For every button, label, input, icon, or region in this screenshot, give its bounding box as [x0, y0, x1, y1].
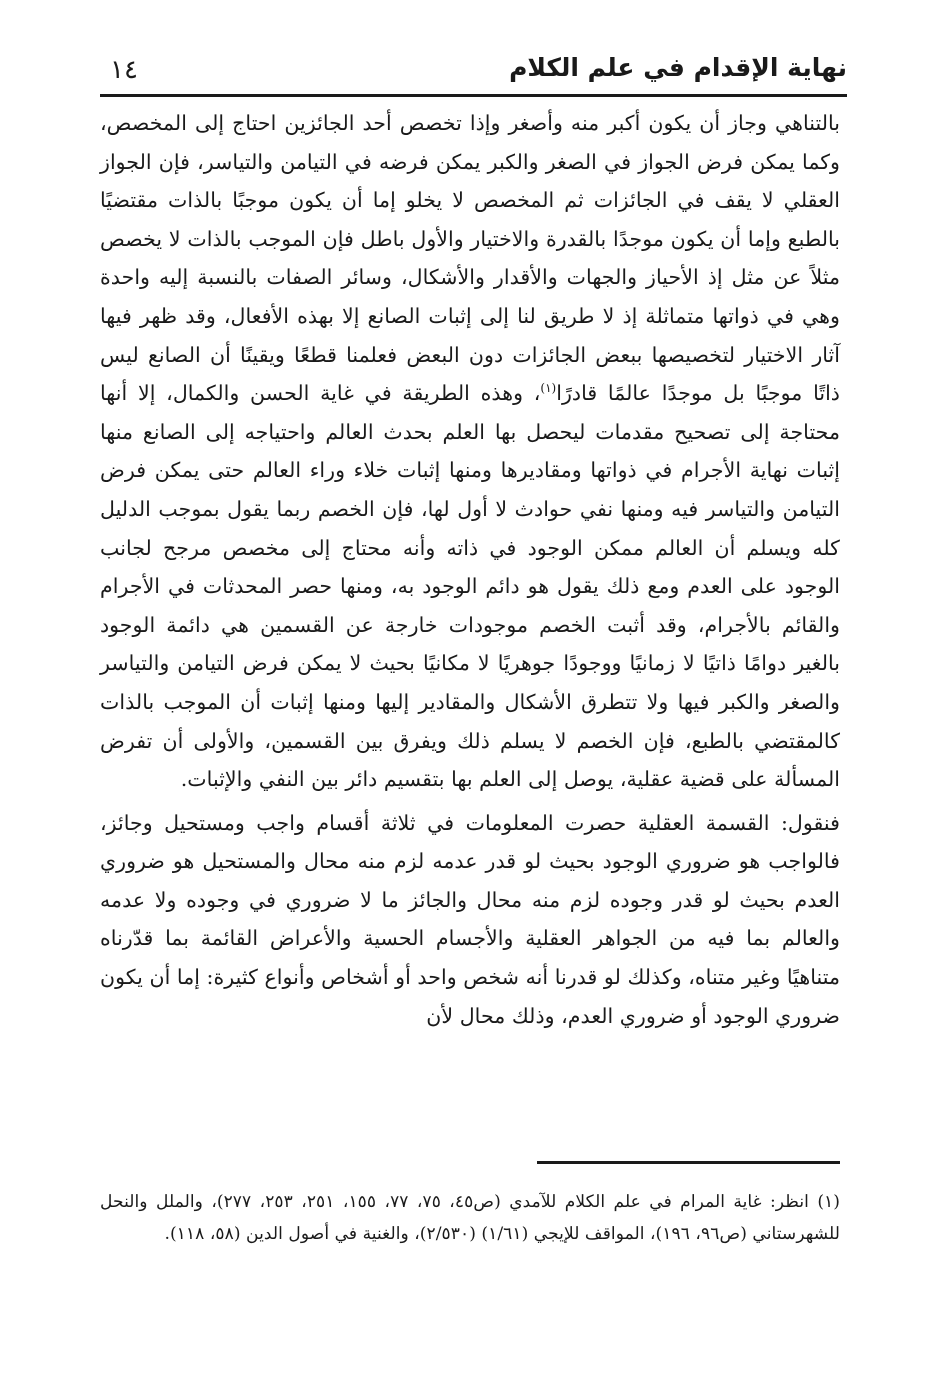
- footnote-reference: (١): [540, 381, 557, 396]
- footnote-separator: [537, 1161, 840, 1164]
- main-text: [100, 104, 840, 1035]
- book-title: نهاية الإقدام في علم الكلام: [509, 53, 847, 82]
- paragraph-1-part-a: بالتناهي وجاز أن يكون أكبر منه وأصغر وإذا تخصص أحد الجائزين احتاج إلى المخصص، وكما يمكن فرض الجواز في الصغر والكبر يمكن فرضه في التيامن والتياسر، فإن الجواز العقلي لا يقف في الجائزات ثم المخصص لا يخلو إما أن يكون موجبًا بالذات مقتضيًا بالطبع وإما أن يكون موجدًا بالقدرة والاختيار والأول باطل فإن الموجب بالذات لا يخصص مثلاً عن مثل إذ الأحياز والجهات والأقدار والأشكال، وسائر الصفات بالنسبة إليه واحدة وهي في ذواتها متماثلة إذ لا طريق لنا إلى إثبات الصانع إلا بهذه الأفعال، وقد ظهر فيها آثار الاختيار لتخصيصها ببعض الجائزات دون البعض فعلمنا قطعًا ويقينًا أن الصانع ليس ذاتًا موجبًا بل موجدًا عالمًا قادرًا: [100, 111, 840, 406]
- running-header: [100, 46, 847, 96]
- paragraph-1: [100, 104, 840, 799]
- footnote-1: (١) انظر: غاية المرام في علم الكلام للآمدي (ص٤٥، ٧٥، ٧٧، ١٥٥، ٢٥١، ٢٥٣، ٢٧٧)، والملل والنحل للشهرستاني (ص٩٦، ١٩٦)، المواقف للإيجي (١/٦١) (٢/٥٣٠)، والغنية في أصول الدين (٥٨، ١١٨).: [100, 1192, 840, 1244]
- paragraph-2: فنقول: القسمة العقلية حصرت المعلومات في ثلاثة أقسام واجب ومستحيل وجائز، فالواجب هو ضروري الوجود بحيث لو قدر عدمه لزم منه محال والمستحيل هو ضروري العدم بحيث لو قدر وجوده لزم منه محال والجائز ما لا ضروري في وجوده ولا عدمه والعالم بما فيه من الجواهر العقلية والأجسام الحسية والأعراض القائمة بما قدّرناه متناهيًا وغير متناه، وكذلك لو قدرنا أنه شخص واحد أو أشخاص وأنواع كثيرة: إما أن يكون ضروري الوجود أو ضروري العدم، وذلك محال لأن: [100, 810, 840, 1028]
- footnotes: [100, 1186, 840, 1250]
- paragraph-1-part-b: ، وهذه الطريقة في غاية الحسن والكمال، إلا أنها محتاجة إلى تصحيح مقدمات ليحصل بها العلم بحدث العالم واحتياجه إلى الصانع منها إثبات نهاية الأجرام في ذواتها ومقاديرها ومنها إثبات خلاء وراء العالم حتى يمكن فرض التيامن والتياسر فيه ومنها نفي حوادث لا أول لها، فإن الخصم ربما يقول بموجب الدليل كله ويسلم أن العالم ممكن الوجود في ذاته وأنه محتاج إلى مخصص مرجح لجانب الوجود على العدم ومع ذلك يقول هو دائم الوجود به، ومنها حصر المحدثات في الأجرام والقائم بالأجرام، وقد أثبت الخصم موجودات خارجة عن القسمين هي دائمة الوجود بالغير دوامًا ذاتيًا لا زمانيًا ووجودًا جوهريًا لا مكانيًا بحيث لا يمكن فرض التيامن والتياسر والصغر والكبر فيها ولا تتطرق الأشكال والمقادير إليها ومنها إثبات أن الموجب بالذات كالمقتضي بالطبع، فإن الخصم لا يسلم ذلك ويفرق بين القسمين، والأولى أن تفرض المسألة على قضية عقلية، يوصل إلى العلم بها بتقسيم دائر بين النفي والإثبات.: [100, 381, 841, 792]
- page-number: ١٤: [110, 55, 138, 85]
- header-rule: [100, 94, 847, 97]
